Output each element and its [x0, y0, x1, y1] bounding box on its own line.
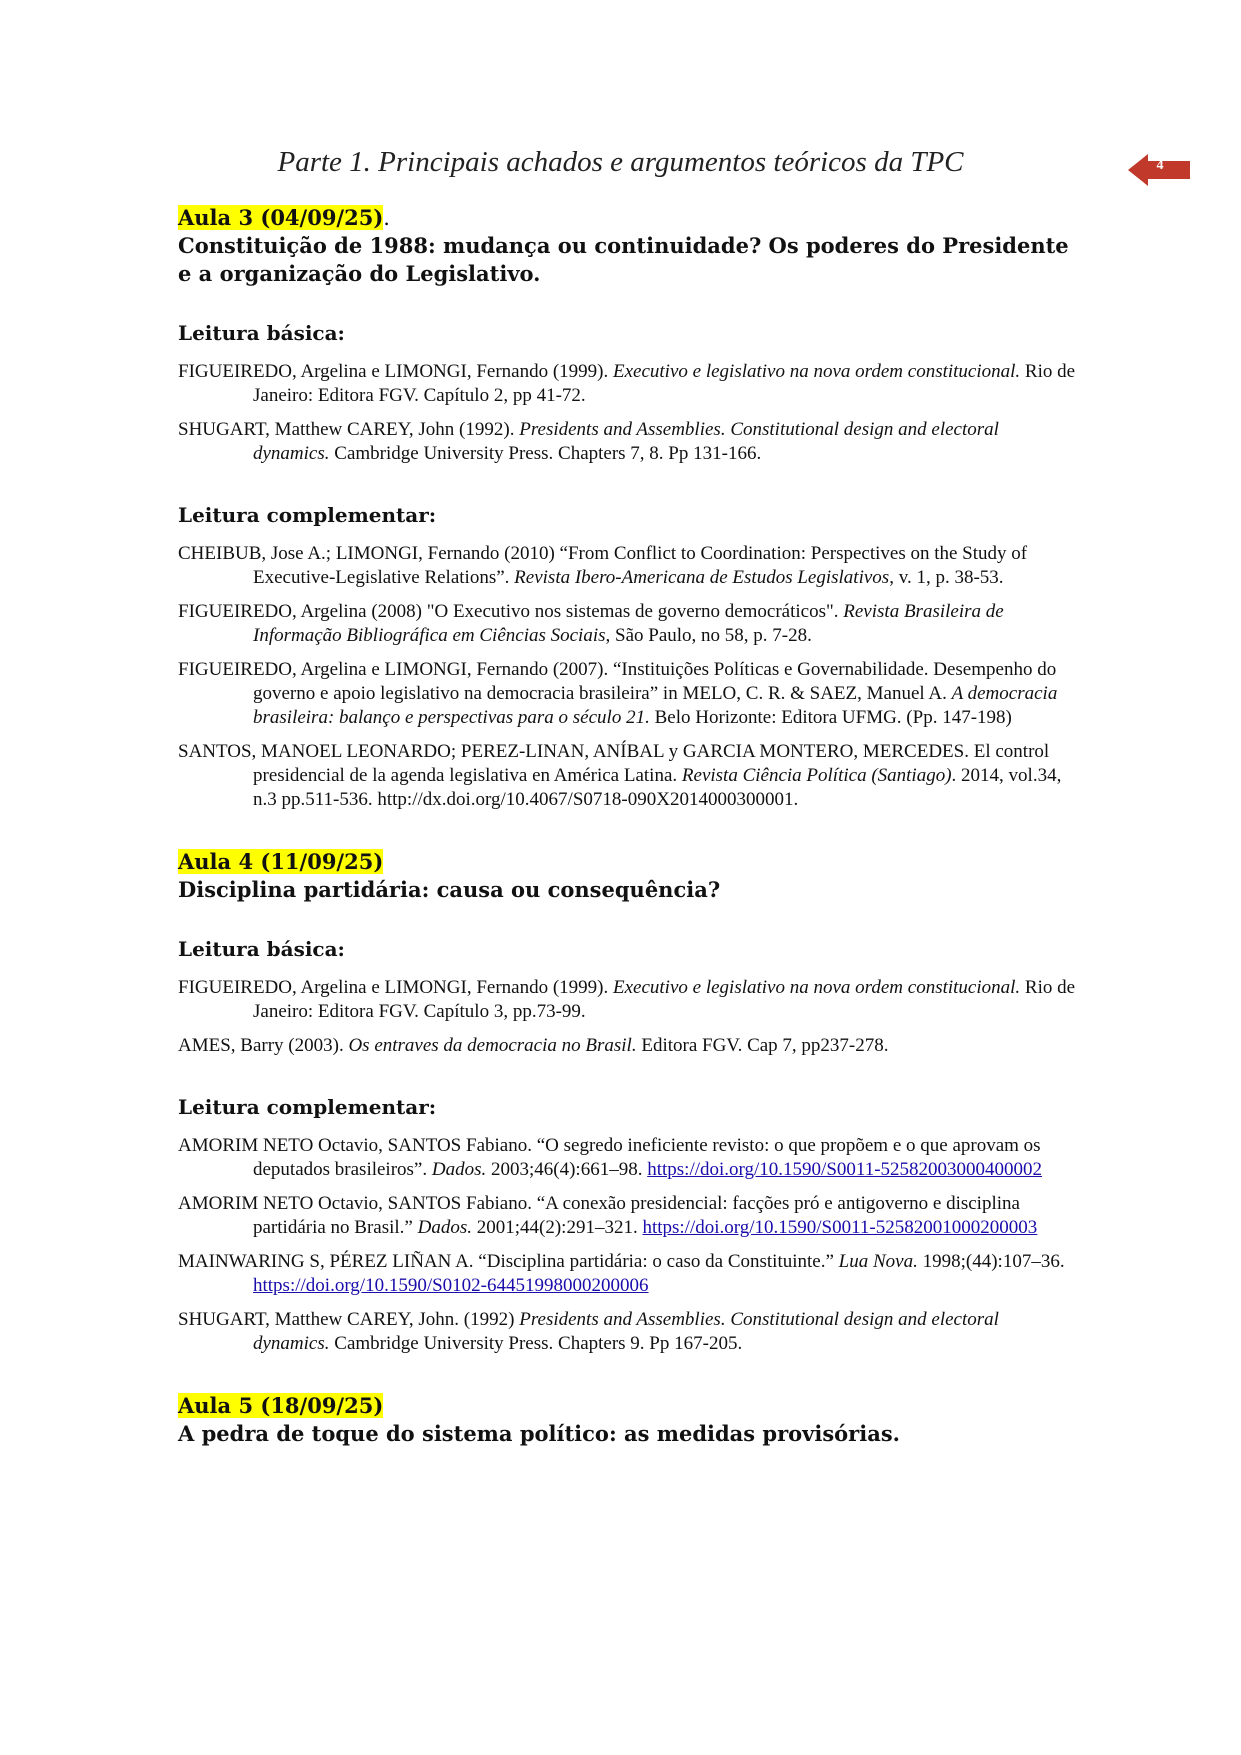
- reference-item: AMORIM NETO Octavio, SANTOS Fabiano. “O segredo ineficiente revisto: o que propõem e o que aprovam os deputados brasileiros”. Dados. 2003;46(4):661–98. https://doi.org/10.1590/S0011-52582003000400002: [178, 1135, 1043, 1180]
- aula-5-section: [178, 1392, 1078, 1448]
- aula-3-basic-list: [178, 360, 1078, 466]
- reference-item: FIGUEIREDO, Argelina (2008) "O Executivo nos sistemas de governo democráticos". Revista Brasileira de Informação Bibliográfica em Ciências Sociais, São Paulo, no 58, p. 7-28.: [178, 601, 1004, 646]
- aula-5-label: Aula 5 (18/09/25): [178, 1393, 384, 1418]
- aula-3-section: [178, 204, 1078, 812]
- page-number-badge: [1128, 154, 1190, 186]
- doi-link[interactable]: https://doi.org/10.1590/S0102-64451998000200006: [253, 1275, 649, 1296]
- aula-3-complementar-list: [178, 542, 1078, 812]
- reference-item: SHUGART, Matthew CAREY, John (1992). Presidents and Assemblies. Constitutional design and electoral dynamics. Cambridge University Press. Chapters 7, 8. Pp 131-166.: [178, 419, 999, 464]
- document-body: [178, 204, 1078, 1480]
- reference-item: AMORIM NETO Octavio, SANTOS Fabiano. “A conexão presidencial: facções pró e antigoverno e disciplina partidária no Brasil.” Dados. 2001;44(2):291–321. https://doi.org/10.1590/S0011-52582001000200003: [178, 1193, 1038, 1238]
- aula-3-basic-heading: Leitura básica:: [178, 321, 345, 345]
- page-header-title: Parte 1. Principais achados e argumentos teóricos da TPC: [277, 146, 964, 178]
- reference-item: CHEIBUB, Jose A.; LIMONGI, Fernando (2010) “From Conflict to Coordination: Perspectives on the Study of Executive-Legislative Relations”. Revista Ibero-Americana de Estudos Legislativos, v. 1, p. 38-53.: [178, 543, 1028, 588]
- reference-item: SHUGART, Matthew CAREY, John. (1992) Presidents and Assemblies. Constitutional design and electoral dynamics. Cambridge University Press. Chapters 9. Pp 167-205.: [178, 1309, 999, 1354]
- page-number: 4: [1156, 158, 1164, 173]
- reference-item: SANTOS, MANOEL LEONARDO; PEREZ-LINAN, ANÍBAL y GARCIA MONTERO, MERCEDES. El control presidencial de la agenda legislativa en América Latina. Revista Ciência Política (Santiago). 2014, vol.34, n.3 pp.511-536. http://dx.doi.org/10.4067/S0718-090X2014000300001.: [178, 741, 1062, 810]
- doi-link[interactable]: https://doi.org/10.1590/S0011-52582003000400002: [647, 1159, 1043, 1180]
- reference-item: MAINWARING S, PÉREZ LIÑAN A. “Disciplina partidária: o caso da Constituinte.” Lua Nova. 1998;(44):107–36. https://doi.org/10.1590/S0102-64451998000200006: [178, 1251, 1065, 1296]
- reference-item: FIGUEIREDO, Argelina e LIMONGI, Fernando (1999). Executivo e legislativo na nova ordem constitucional. Rio de Janeiro: Editora FGV. Capítulo 3, pp.73-99.: [178, 977, 1076, 1022]
- aula-4-basic-heading: Leitura básica:: [178, 937, 345, 961]
- reference-item: FIGUEIREDO, Argelina e LIMONGI, Fernando (1999). Executivo e legislativo na nova ordem constitucional. Rio de Janeiro: Editora FGV. Capítulo 2, pp 41-72.: [178, 361, 1076, 406]
- aula-4-complementar-heading: Leitura complementar:: [178, 1095, 437, 1119]
- aula-3-label-suffix: .: [383, 206, 390, 230]
- aula-3-title: Constituição de 1988: mudança ou continuidade? Os poderes do Presidente e a organização do Legislativo.: [178, 233, 1069, 286]
- reference-item: FIGUEIREDO, Argelina e LIMONGI, Fernando (2007). “Instituições Políticas e Governabilidade. Desempenho do governo e apoio legislativo na democracia brasileira” in MELO, C. R. & SAEZ, Manuel A. A democracia brasileira: balanço e perspectivas para o século 21. Belo Horizonte: Editora UFMG. (Pp. 147-198): [178, 659, 1058, 728]
- aula-4-title: Disciplina partidária: causa ou consequência?: [178, 877, 721, 902]
- aula-5-title: A pedra de toque do sistema político: as medidas provisórias.: [178, 1421, 900, 1446]
- aula-4-complementar-list: [178, 1134, 1078, 1356]
- aula-4-label: Aula 4 (11/09/25): [178, 849, 384, 874]
- aula-4-section: [178, 848, 1078, 1356]
- aula-3-label: Aula 3 (04/09/25): [178, 205, 384, 230]
- reference-item: AMES, Barry (2003). Os entraves da democracia no Brasil. Editora FGV. Cap 7, pp237-278.: [178, 1035, 889, 1056]
- aula-4-basic-list: [178, 976, 1078, 1058]
- aula-3-complementar-heading: Leitura complementar:: [178, 503, 437, 527]
- doi-link[interactable]: https://doi.org/10.1590/S0011-52582001000200003: [642, 1217, 1038, 1238]
